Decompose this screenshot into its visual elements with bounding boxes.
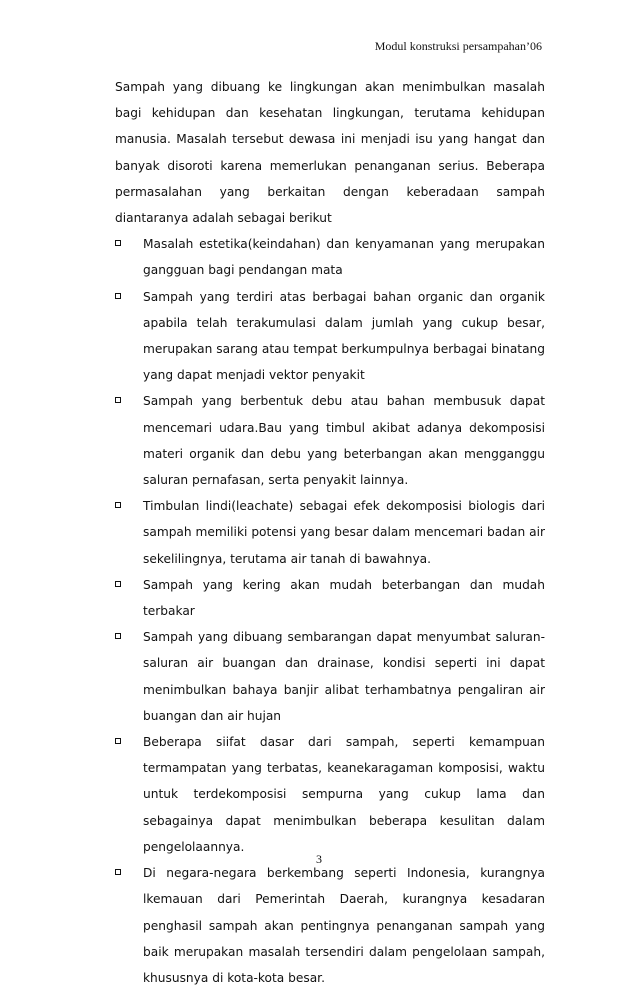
running-header: Modul konstruksi persampahan’06 bbox=[374, 39, 542, 53]
square-bullet-icon bbox=[115, 581, 121, 587]
list-item-text: Di negara-negara berkembang seperti Indonesia, kurangnya lkemauan dari Pemerintah Daerah, kurangnya kesadaran penghasil sampah akan pentingnya penanganan sampah yang baik merupakan masalah tersendiri dalam pengelolaan sampah, khususnya di kota-kota besar. bbox=[143, 866, 545, 985]
list-item-text: Beberapa siifat dasar dari sampah, seperti kemampuan termampatan yang terbatas, keanekaragaman komposisi, waktu untuk terdekomposisi sempurna yang cukup lama dan sebagainya dapat menimbulkan beberapa kesulitan dalam pengelolaannya. bbox=[143, 735, 545, 854]
list-item bbox=[115, 729, 545, 860]
page-number: 3 bbox=[316, 852, 322, 866]
square-bullet-icon bbox=[115, 397, 121, 403]
list-item bbox=[115, 231, 545, 283]
intro-paragraph: Sampah yang dibuang ke lingkungan akan menimbulkan masalah bagi kehidupan dan kesehatan lingkungan, terutama kehidupan manusia. Masalah tersebut dewasa ini menjadi isu yang hangat dan banyak disoroti karena memerlukan penanganan serius. Beberapa permasalahan yang berkaitan dengan keberadaan sampah diantaranya adalah sebagai berikut bbox=[115, 80, 545, 226]
list-item-text: Sampah yang kering akan mudah beterbangan dan mudah terbakar bbox=[143, 577, 545, 619]
list-item-text: Sampah yang berbentuk debu atau bahan membusuk dapat mencemari udara.Bau yang timbul akibat adanya dekomposisi materi organik dan debu yang beterbangan akan mengganggu saluran pernafasan, serta penyakit lainnya. bbox=[143, 394, 545, 488]
list-item bbox=[115, 624, 545, 729]
square-bullet-icon bbox=[115, 293, 121, 299]
list-item-text: Timbulan lindi(leachate) sebagai efek dekomposisi biologis dari sampah memiliki potensi yang besar dalam mencemari badan air sekelilingnya, terutama air tanah di bawahnya. bbox=[143, 499, 545, 566]
list-item bbox=[115, 572, 545, 624]
list-item bbox=[115, 284, 545, 389]
square-bullet-icon bbox=[115, 502, 121, 508]
square-bullet-icon bbox=[115, 869, 121, 875]
problem-list bbox=[115, 231, 545, 991]
list-item bbox=[115, 860, 545, 991]
list-item bbox=[115, 388, 545, 493]
list-item-text: Masalah estetika(keindahan) dan kenyamanan yang merupakan gangguan bagi pendangan mata bbox=[143, 237, 545, 278]
square-bullet-icon bbox=[115, 738, 121, 744]
list-item-text: Sampah yang terdiri atas berbagai bahan organic dan organik apabila telah terakumulasi dalam jumlah yang cukup besar, merupakan sarang atau tempat berkumpulnya berbagai binatang yang dapat menjadi vektor penyakit bbox=[143, 289, 545, 383]
list-item bbox=[115, 493, 545, 572]
square-bullet-icon bbox=[115, 633, 121, 639]
list-item-text: Sampah yang dibuang sembarangan dapat menyumbat saluran-saluran air buangan dan drainase, kondisi seperti ini dapat menimbulkan bahaya banjir alibat terhambatnya pengaliran air buangan dan air hujan bbox=[143, 630, 545, 723]
square-bullet-icon bbox=[115, 240, 121, 246]
